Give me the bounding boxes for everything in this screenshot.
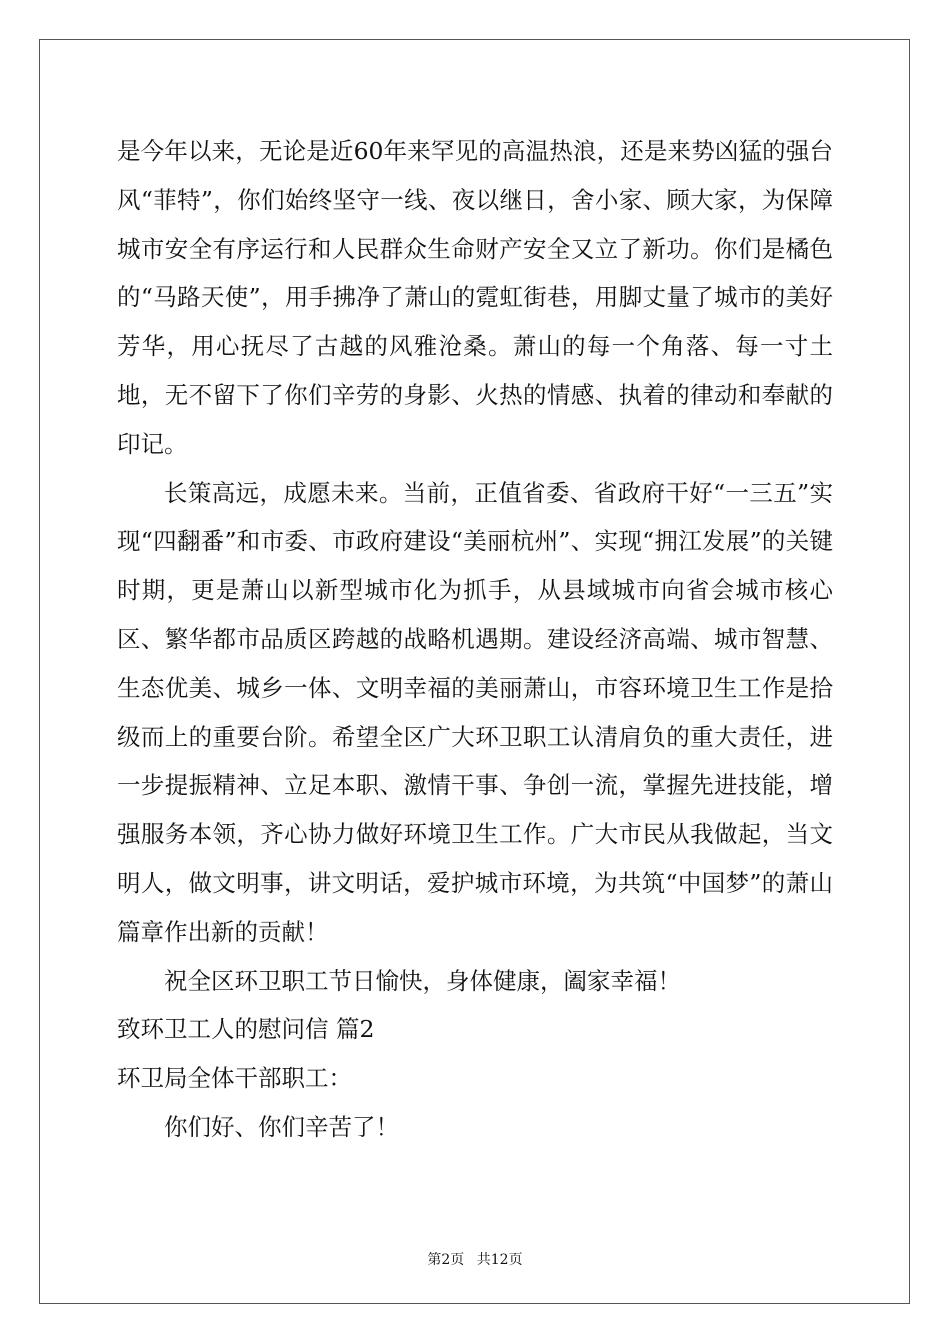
letter-greeting: 你们好、你们辛苦了！: [164, 1112, 399, 1141]
page-number-total: 共12页: [476, 1252, 523, 1268]
paragraph-continuation: 是今年以来，无论是近60年来罕见的高温热浪，还是来势凶猛的强台风“菲特”，你们始终坚守一线、夜以继日，舍小家、顾大家，为保障城市安全有序运行和人民群众生命财产安全又立了新功。你们是橘色的“马路天使”，用手拂净了萧山的霓虹街巷，用脚丈量了城市的美好芳华，用心抚尽了古越的风雅沧桑。萧山的每一个角落、每一寸土地，无不留下了你们辛劳的身影、火热的情感、执着的律动和奉献的印记。: [117, 137, 833, 458]
page-footer: [0, 1249, 950, 1269]
letter-salutation: 环卫局全体干部职工：: [117, 1064, 352, 1093]
section-heading: 致环卫工人的慰问信 篇2: [117, 1015, 375, 1044]
paragraph-outlook: 长策高远，成愿未来。当前，正值省委、省政府干好“一三五”实现“四翻番”和市委、市政府建设“美丽杭州”、实现“拥江发展”的关键时期，更是萧山以新型城市化为抓手，从县域城市向省会城市核心区、繁华都市品质区跨越的战略机遇期。建设经济高端、城市智慧、生态优美、城乡一体、文明幸福的美丽萧山，市容环境卫生工作是拾级而上的重要台阶。希望全区广大环卫职工认清肩负的重大责任，进一步提振精神、立足本职、激情干事、争创一流，掌握先进技能，增强服务本领，齐心协力做好环境卫生工作。广大市民从我做起，当文明人，做文明事，讲文明话，爱护城市环境，为共筑“中国梦”的萧山篇章作出新的贡献！: [117, 478, 833, 946]
document-body: [117, 127, 833, 1152]
paragraph-wishes: 祝全区环卫职工节日愉快，身体健康，阖家幸福！: [164, 966, 681, 995]
page-number-current: 第2页: [427, 1252, 465, 1268]
